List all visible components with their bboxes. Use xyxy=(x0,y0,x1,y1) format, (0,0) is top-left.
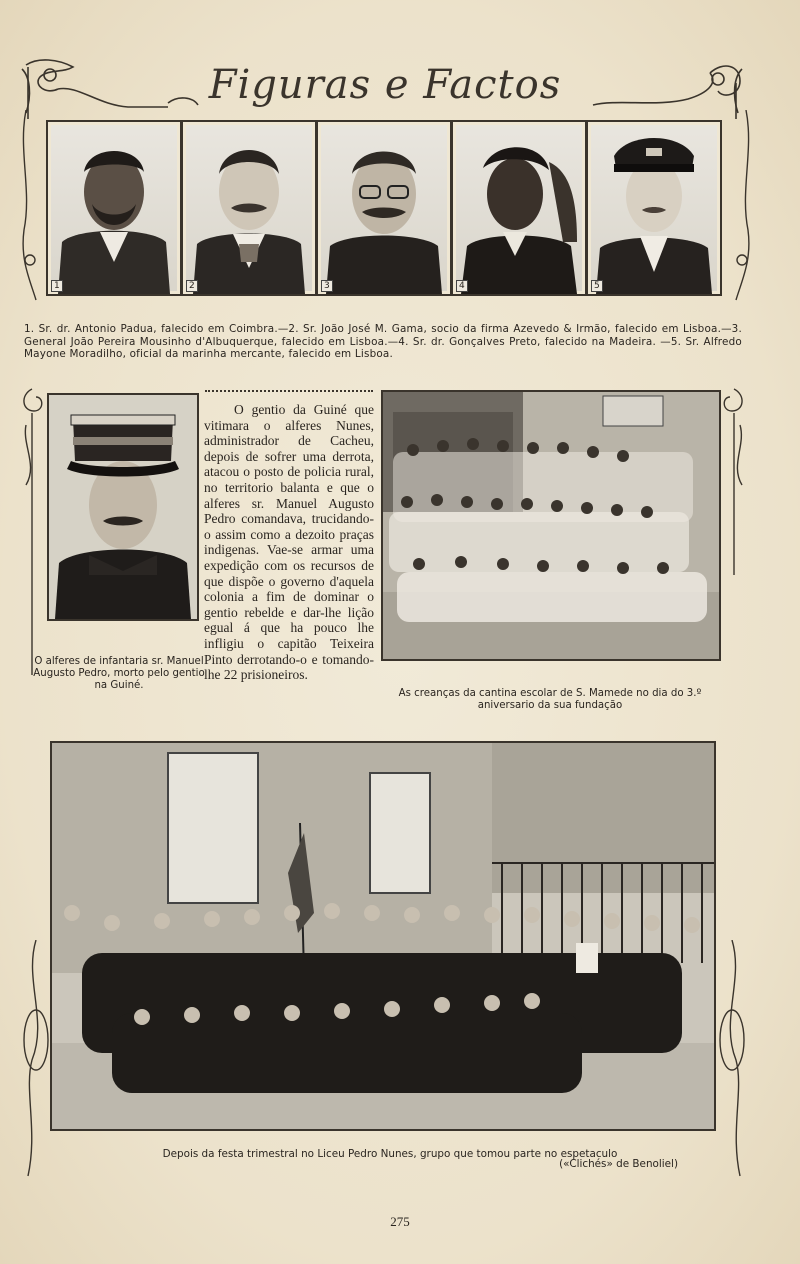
article-text: O gentio da Guiné que vitimara o alferes Nunes, administrador de Cacheu, depois de sofrer uma derrota, atacou o posto de policia rural, no territorio balanta e que o alferes sr. Manuel Augusto Pedro comandava, trucidando-o assim como a dezoito praças indigenas. Vae-se armar uma expedição com os recursos de que dispõe o governo d'aquela colonia a fim de dominar o gentio rebelde e dar-lhe lição egual á que ha pouco lhe infligiu o capitão Teixeira Pinto derrotando-o e tomando-lhe 22 prisioneiros. xyxy=(204,402,374,683)
portraits-caption: 1. Sr. dr. Antonio Padua, falecido em Coimbra.—2. Sr. João José M. Gama, socio da firma Azevedo & Irmão, falecido em Lisboa.—3. General João Pereira Mousinho d'Albuquerque, falecido em Lisboa.—4. Sr. dr. Gonçalves Preto, falecido na Madeira. —5. Sr. Alfredo Mayone Moradilho, oficial da marinha mercante, falecido em Lisboa. xyxy=(24,323,742,360)
frame-ornament xyxy=(16,110,756,310)
portrait-number: 3 xyxy=(321,280,333,292)
lyceum-group-photo xyxy=(50,741,716,1131)
frame-ornament xyxy=(718,385,750,585)
portrait-number: 5 xyxy=(591,280,603,292)
page-number: 275 xyxy=(390,1214,410,1229)
article-divider xyxy=(205,390,373,392)
frame-ornament xyxy=(18,385,48,685)
portrait-number: 2 xyxy=(186,280,198,292)
lyceum-caption: Depois da festa trimestral no Liceu Pedro Nunes, grupo que tomou parte no espetaculo xyxy=(162,1148,618,1160)
portrait-number: 4 xyxy=(456,280,468,292)
officer-caption: O alferes de infantaria sr. Manuel Augusto Pedro, morto pelo gentio na Guiné. xyxy=(33,656,205,691)
frame-ornament xyxy=(18,940,54,1180)
masthead-title: Figuras e Factos xyxy=(208,62,562,108)
school-children-photo xyxy=(381,390,721,661)
frame-ornament xyxy=(714,940,750,1180)
photo-credit: («Clichés» de Benoliel) xyxy=(559,1158,678,1170)
officer-portrait-photo xyxy=(47,393,199,621)
portrait-number: 1 xyxy=(51,280,63,292)
school-caption: As creanças da cantina escolar de S. Mamede no dia do 3.º aniversario da sua fundação xyxy=(398,688,702,711)
